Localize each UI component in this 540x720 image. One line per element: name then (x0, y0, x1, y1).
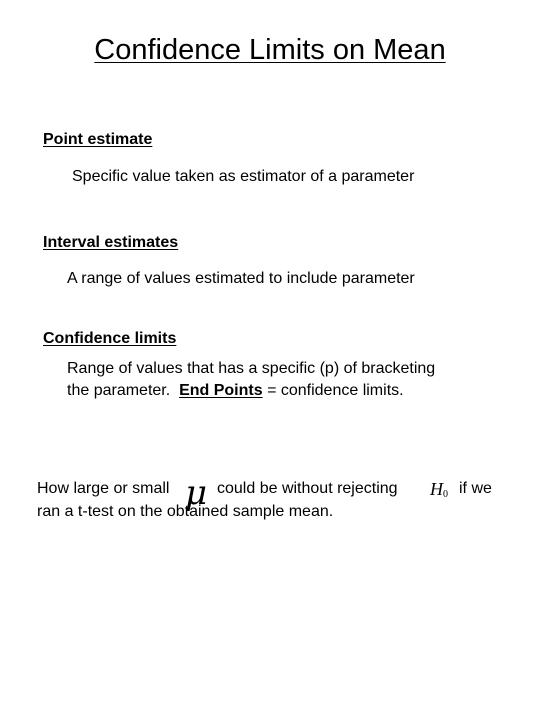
confidence-limits-definition-line2 (67, 382, 404, 400)
heading-point-estimate: Point estimate (43, 131, 153, 148)
question-part1: How large or small (37, 480, 170, 497)
heading-confidence-limits: Confidence limits (43, 330, 177, 347)
h-subscript: 0 (443, 489, 448, 500)
heading-interval-estimates: Interval estimates (43, 234, 179, 251)
interval-estimates-definition: A range of values estimated to include parameter (67, 270, 415, 287)
question-line2: ran a t-test on the obtained sample mean. (37, 503, 334, 520)
line2-suffix: = confidence limits. (262, 382, 404, 399)
question-part2: could be without rejecting (217, 480, 398, 497)
h-letter: H (430, 479, 443, 499)
line2-prefix: the parameter. (67, 382, 180, 399)
end-points-term: End Points (179, 382, 263, 399)
confidence-limits-definition-line1: Range of values that has a specific (p) of bracketing (67, 360, 436, 377)
page-title: Confidence Limits on Mean (94, 34, 446, 66)
question-part3: if we (459, 480, 492, 497)
null-hypothesis-symbol (430, 479, 448, 500)
mu-symbol: μ (185, 473, 208, 513)
point-estimate-definition: Specific value taken as estimator of a parameter (72, 168, 415, 185)
